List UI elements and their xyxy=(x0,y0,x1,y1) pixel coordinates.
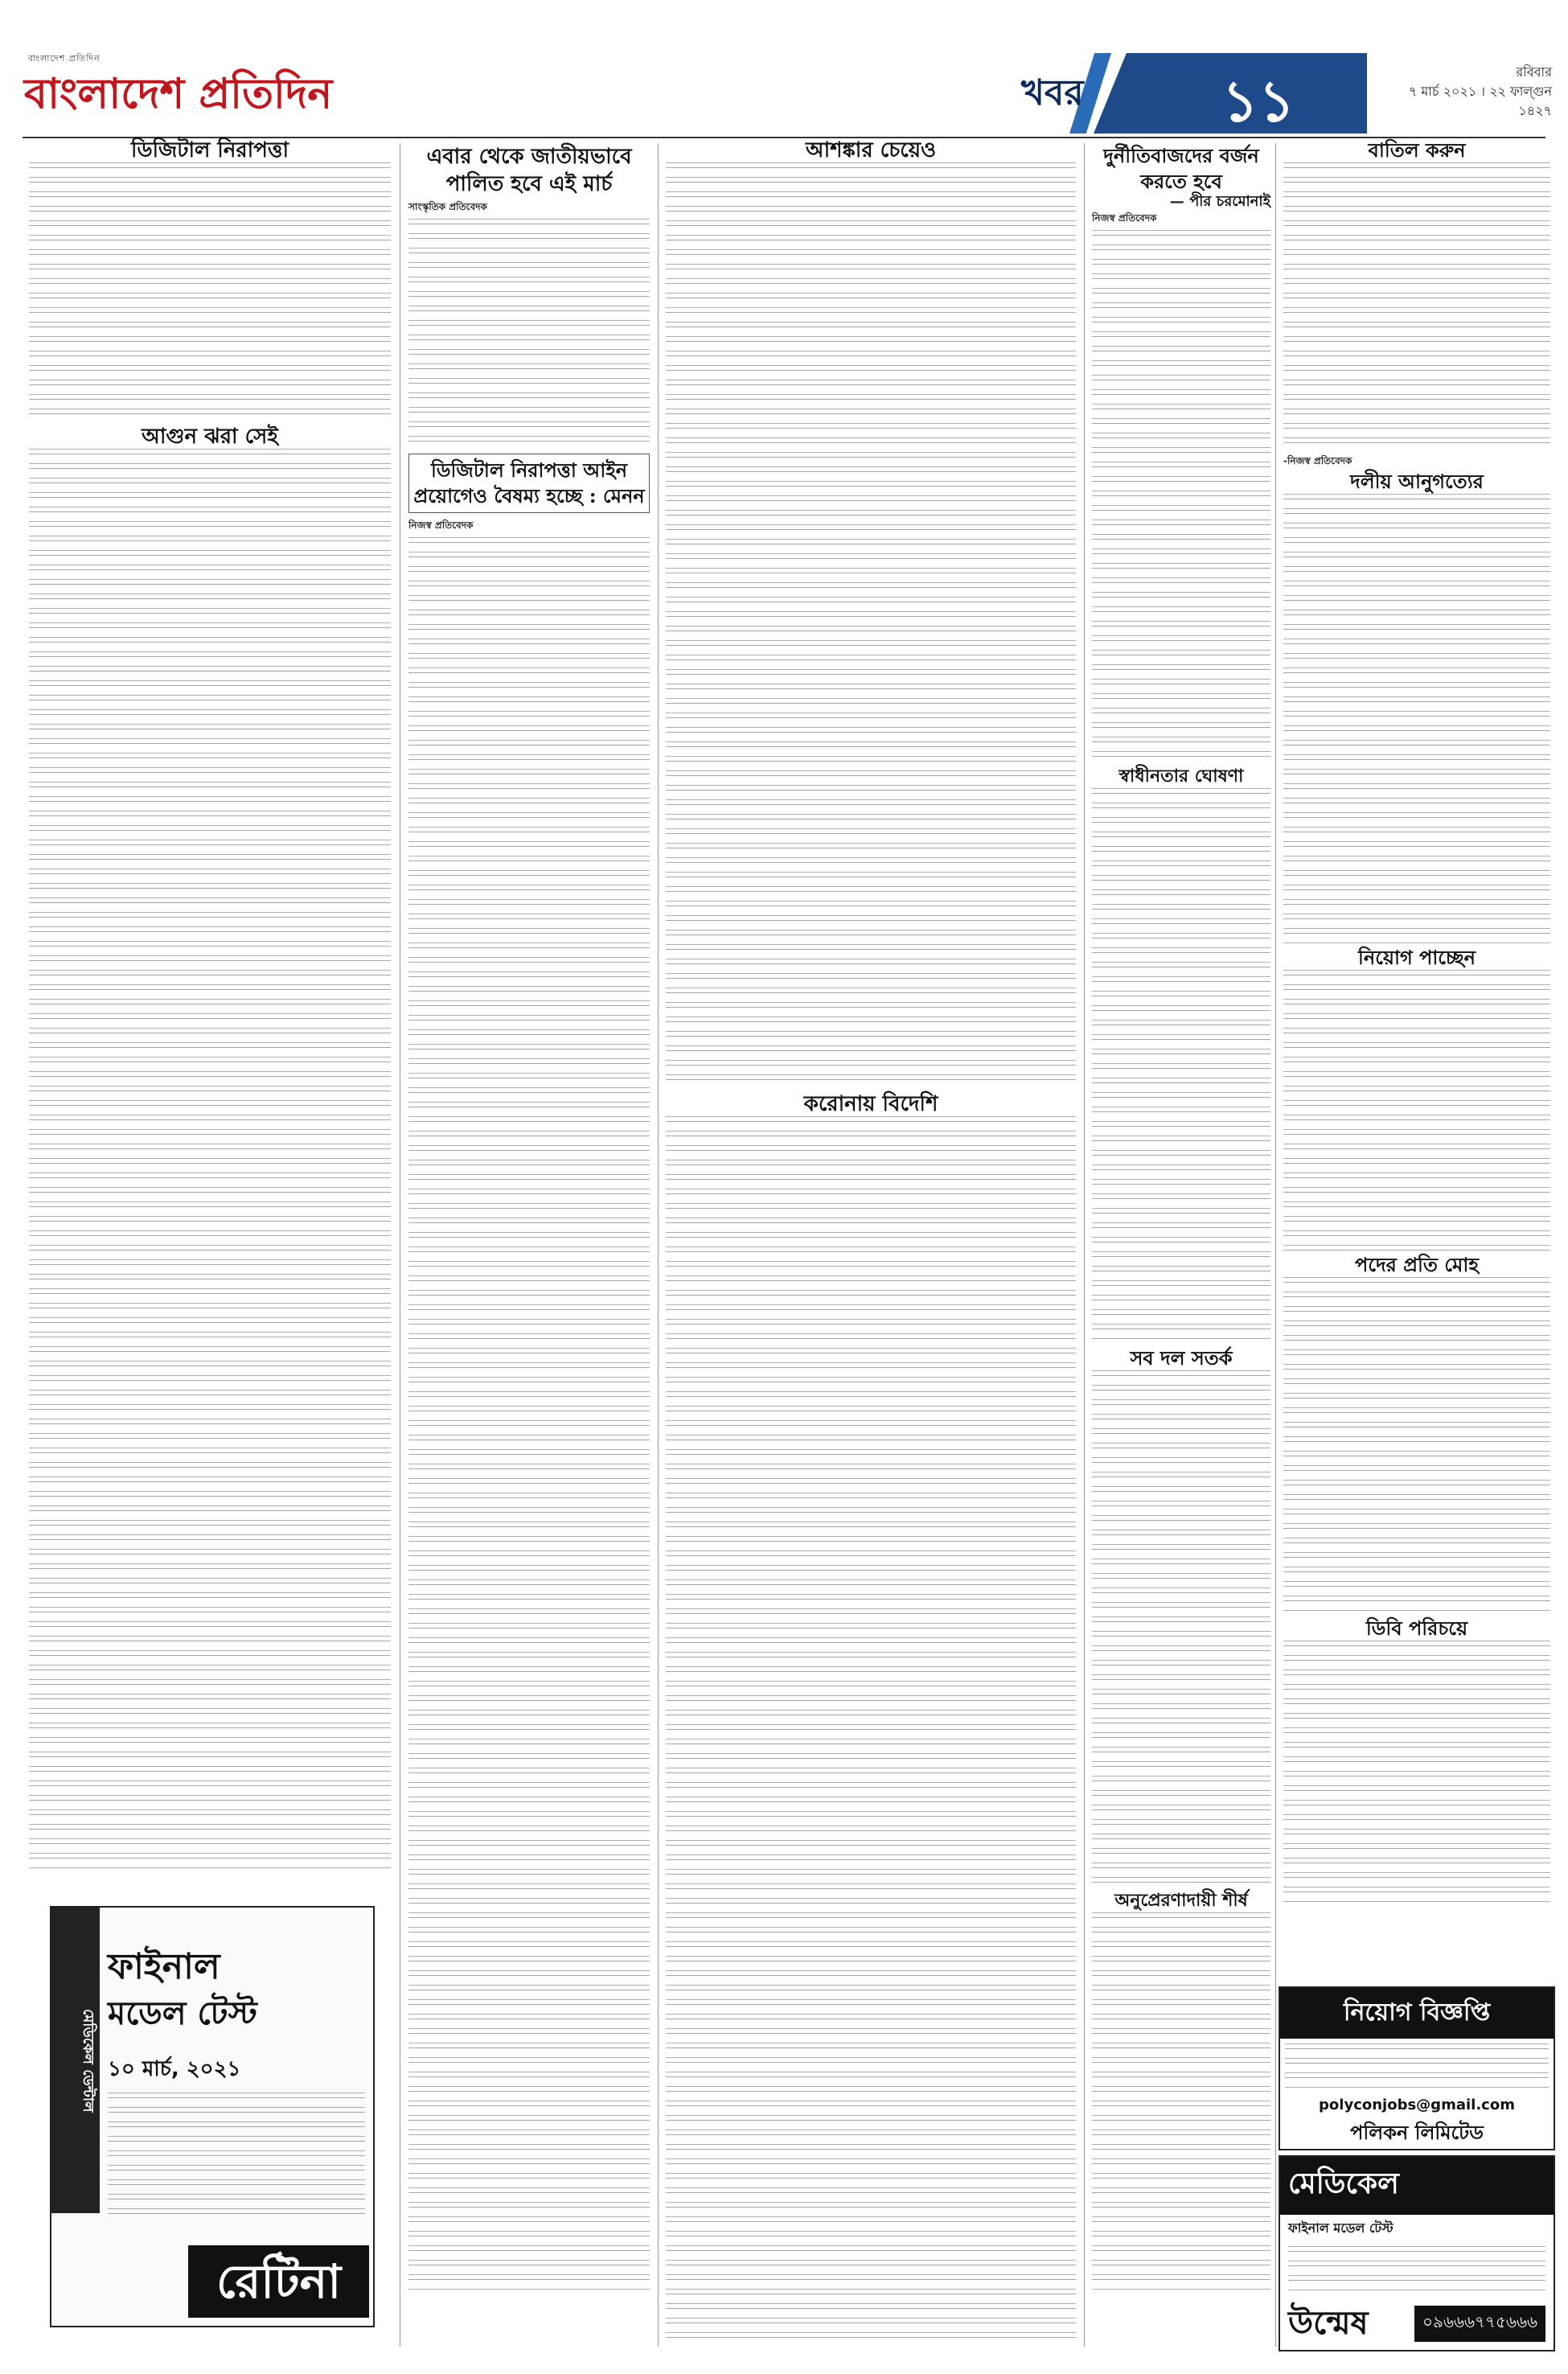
body-a10 xyxy=(1092,1912,1270,2290)
subhead-a7: — পীর চরমোনাই xyxy=(1169,193,1270,210)
headline-a6: করোনায় বিদেশি xyxy=(803,1092,938,1116)
headline-a11: বাতিল করুন xyxy=(1368,138,1466,162)
body-a12 xyxy=(1283,494,1550,944)
byline-a3: সাংস্কৃতিক প্রতিবেদক xyxy=(408,201,487,212)
body-a3 xyxy=(408,219,650,444)
headline-a13: নিয়োগ পাচ্ছেন xyxy=(1358,946,1476,969)
body-a6 xyxy=(666,1116,1076,2339)
headline-a12: দলীয় আনুগত্যের xyxy=(1350,470,1484,493)
column-1 xyxy=(29,138,391,1896)
page-number: ১১ xyxy=(1221,68,1295,134)
byline-a7: নিজস্ব প্রতিবেদক xyxy=(1092,212,1157,224)
body-a11 xyxy=(1283,162,1550,452)
headline-a14: পদের প্রতি মোহ xyxy=(1355,1253,1479,1276)
byline-a11: -নিজস্ব প্রতিবেদক xyxy=(1283,455,1353,466)
date-block xyxy=(1383,63,1552,121)
headline-a9: সব দল সতর্ক xyxy=(1130,1346,1233,1370)
column-divider xyxy=(1084,143,1085,2347)
ad-final-l2: মডেল টেস্ট xyxy=(108,1994,257,2032)
ad-final-details xyxy=(108,2093,365,2221)
ad-medical-sub: ফাইনাল মডেল টেস্ট xyxy=(1288,2220,1394,2236)
headline-a5: আশঙ্কার চেয়েও xyxy=(805,138,937,162)
ad-job-notice xyxy=(1279,1986,1555,2150)
body-a13 xyxy=(1283,970,1550,1251)
tagline: বাংলাদেশ প্রতিদিন xyxy=(28,53,101,64)
ad-medical-details xyxy=(1288,2246,1545,2294)
ad-job-details xyxy=(1285,2043,1549,2092)
column-divider xyxy=(1275,143,1276,2347)
body-a5 xyxy=(666,162,1076,1087)
headline-a7: দুর্নীতিবাজদের বর্জন করতে হবে xyxy=(1103,144,1259,193)
body-a2 xyxy=(29,449,391,1872)
newspaper-logo: বাংলাদেশ প্রতিদিন xyxy=(24,69,333,118)
body-a9 xyxy=(1092,1370,1270,1885)
ad-final-date: ১০ মার্চ, ২০২১ xyxy=(108,2057,241,2081)
headline-a15: ডিবি পরিচয়ে xyxy=(1365,1616,1468,1640)
ad-final-brand: রেটিনা xyxy=(188,2245,369,2318)
day: রবিবার xyxy=(1516,64,1552,80)
headline-a10: অনুপ্রেরণাদায়ী শীর্ষ xyxy=(1114,1890,1248,1911)
body-a7 xyxy=(1092,230,1270,761)
ad-medical-title: মেডিকেল xyxy=(1280,2157,1554,2215)
body-a14 xyxy=(1283,1277,1550,1615)
body-a15 xyxy=(1283,1641,1550,1906)
column-3 xyxy=(666,138,1076,2347)
headline-a2: আগুন ঝরা সেই xyxy=(142,425,278,449)
body-a8 xyxy=(1092,788,1270,1343)
column-5 xyxy=(1283,138,1550,1977)
column-4 xyxy=(1092,143,1270,2347)
section-name: খবর xyxy=(1021,72,1084,113)
column-2 xyxy=(408,143,650,2347)
ad-final-model-test xyxy=(50,1906,375,2327)
headline-a4: ডিজিটাল নিরাপত্তা আইন প্রয়োগেও বৈষম্য হচ্ছে : মেনন xyxy=(408,454,650,513)
ad-job-company: পলিকন লিমিটেড xyxy=(1350,2121,1484,2144)
column-divider xyxy=(658,143,659,2347)
body-a1 xyxy=(29,162,391,420)
ad-side-label: মেডিকেল ডেন্টাল xyxy=(51,1908,100,2213)
date-line: ৭ মার্চ ২০২১ । ২২ ফাল্গুন ১৪২৭ xyxy=(1408,84,1552,118)
ad-medical-brand: উন্মেষ xyxy=(1288,2304,1369,2342)
ad-medical-phone: ০৯৬৬৬৭৭৫৬৬৬ xyxy=(1414,2306,1545,2342)
ad-job-email: polyconjobs@gmail.com xyxy=(1319,2097,1515,2113)
ad-final-l1: ফাইনাল xyxy=(108,1946,220,1987)
byline-a4: নিজস্ব প্রতিবেদক xyxy=(408,520,474,531)
headline-a1: ডিজিটাল নিরাপত্তা xyxy=(131,138,289,162)
ad-medical xyxy=(1279,2155,1555,2351)
ad-job-title: নিয়োগ বিজ্ঞপ্তি xyxy=(1280,1988,1554,2039)
headline-a3: এবার থেকে জাতীয়ভাবে পালিত হবে এই মার্চ xyxy=(426,145,632,196)
body-a4 xyxy=(408,537,650,2290)
headline-a8: স্বাধীনতার ঘোষণা xyxy=(1119,766,1244,787)
